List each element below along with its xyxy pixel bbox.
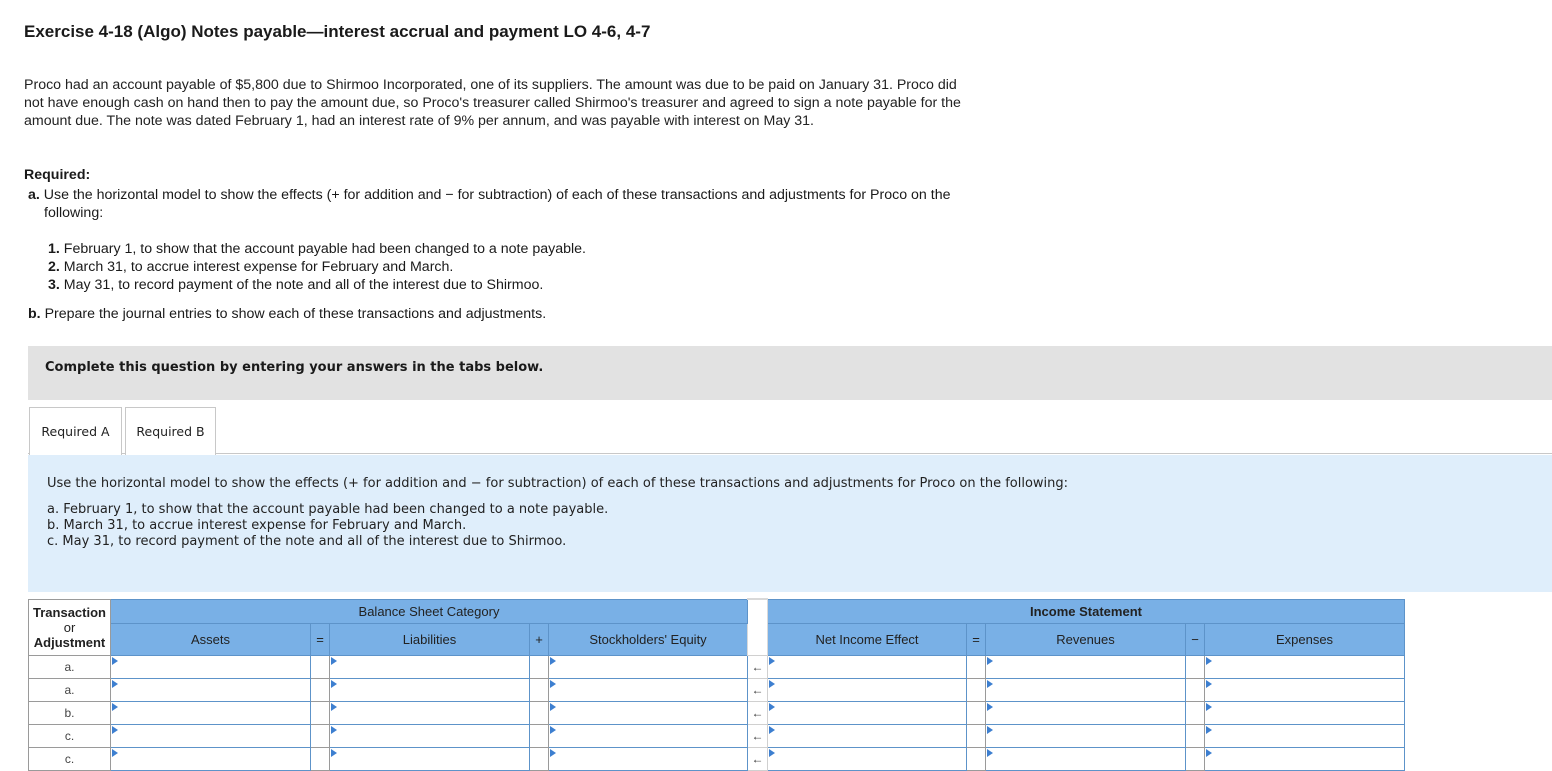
requirement-item-marker: 1.: [48, 241, 60, 257]
liabilities-input[interactable]: [330, 656, 529, 677]
revenues-input[interactable]: [986, 702, 1185, 723]
dropdown-triangle-icon: [1206, 703, 1212, 711]
operator-cell: [967, 678, 986, 701]
liabilities-input[interactable]: [330, 748, 529, 769]
instruction-text: Complete this question by entering your answers in the tabs below.: [45, 360, 544, 375]
operator-cell: [311, 724, 330, 747]
operator-cell: [311, 678, 330, 701]
left-arrow-icon: ←: [748, 678, 768, 701]
net-income-cell: [768, 655, 967, 678]
requirement-b-marker: b.: [28, 306, 41, 322]
requirement-item-marker: 2.: [48, 259, 60, 275]
instruction-bar: [28, 346, 1552, 400]
operator-cell: [530, 724, 549, 747]
operator-cell: [967, 724, 986, 747]
requirement-b: [28, 305, 546, 323]
equity-cell: [549, 678, 748, 701]
expenses-cell: [1205, 724, 1405, 747]
dropdown-triangle-icon: [331, 703, 337, 711]
balance-sheet-header: Balance Sheet Category: [111, 599, 748, 623]
dropdown-triangle-icon: [550, 749, 556, 757]
dropdown-triangle-icon: [769, 657, 775, 665]
revenues-input[interactable]: [986, 656, 1185, 677]
operator-cell: [1186, 724, 1205, 747]
requirement-a-marker: a.: [28, 187, 40, 203]
revenues-header: Revenues: [986, 623, 1186, 655]
left-arrow-icon: ←: [748, 747, 768, 770]
net-income-input[interactable]: [768, 725, 966, 746]
dropdown-triangle-icon: [987, 680, 993, 688]
equity-cell: [549, 655, 748, 678]
requirement-item: [48, 276, 586, 294]
tab-required-a[interactable]: Required A: [29, 407, 122, 456]
dropdown-triangle-icon: [769, 680, 775, 688]
revenues-input[interactable]: [986, 679, 1185, 700]
dropdown-triangle-icon: [331, 726, 337, 734]
assets-input[interactable]: [111, 725, 310, 746]
dropdown-triangle-icon: [987, 703, 993, 711]
assets-input[interactable]: [111, 679, 310, 700]
requirement-a: [28, 186, 968, 222]
row-label: a.: [29, 655, 111, 678]
revenues-cell: [986, 678, 1186, 701]
equity-input[interactable]: [549, 702, 747, 723]
net-income-input[interactable]: [768, 656, 966, 677]
operator-cell: [1186, 747, 1205, 770]
revenues-cell: [986, 655, 1186, 678]
dropdown-triangle-icon: [1206, 726, 1212, 734]
liabilities-input[interactable]: [330, 725, 529, 746]
requirement-b-text: Prepare the journal entries to show each of these transactions and adjustments.: [44, 306, 547, 322]
operator-cell: [1186, 678, 1205, 701]
dropdown-triangle-icon: [550, 657, 556, 665]
operator-cell: [967, 747, 986, 770]
operator-cell: [311, 701, 330, 724]
dropdown-triangle-icon: [769, 703, 775, 711]
expenses-input[interactable]: [1205, 656, 1404, 677]
tab-required-b[interactable]: Required B: [125, 407, 216, 455]
expenses-cell: [1205, 701, 1405, 724]
operator-cell: [530, 678, 549, 701]
requirement-item-text: March 31, to accrue interest expense for February and March.: [63, 259, 454, 275]
transaction-header-line2: or: [63, 619, 76, 635]
expenses-input[interactable]: [1205, 748, 1404, 769]
equity-cell: [549, 747, 748, 770]
dropdown-triangle-icon: [331, 680, 337, 688]
equity-header: Stockholders' Equity: [549, 623, 748, 655]
liabilities-input[interactable]: [330, 679, 529, 700]
dropdown-triangle-icon: [987, 749, 993, 757]
tab-bar: [28, 406, 1552, 454]
assets-cell: [111, 724, 311, 747]
dropdown-triangle-icon: [112, 749, 118, 757]
horizontal-model-body: [29, 655, 1405, 770]
plus-header: +: [530, 623, 549, 655]
transaction-header: [29, 599, 111, 655]
dropdown-triangle-icon: [769, 726, 775, 734]
expenses-input[interactable]: [1205, 679, 1404, 700]
problem-statement: Proco had an account payable of $5,800 due to Shirmoo Incorporated, one of its suppliers. The amount was due to be paid on January 31. Proco did not have enough cash on hand then to pay the amount due, so Proco's treasurer called Shirmoo's treasurer and agreed to sign a note payable for the amount due. The note was dated February 1, had an interest rate of 9% per annum, and was payable with interest on May 31.: [24, 77, 961, 129]
dropdown-triangle-icon: [550, 726, 556, 734]
dropdown-triangle-icon: [331, 657, 337, 665]
liabilities-cell: [330, 678, 530, 701]
required-label: Required:: [24, 167, 91, 183]
operator-cell: [311, 655, 330, 678]
net-income-cell: [768, 678, 967, 701]
header-spacer: [748, 599, 768, 655]
liabilities-header: Liabilities: [330, 623, 530, 655]
left-arrow-icon: ←: [748, 724, 768, 747]
dropdown-triangle-icon: [987, 726, 993, 734]
exercise-title: Exercise 4-18 (Algo) Notes payable—interest accrual and payment LO 4-6, 4-7: [24, 22, 651, 41]
row-label: b.: [29, 701, 111, 724]
minus-header: −: [1186, 623, 1205, 655]
horizontal-model-table: [28, 598, 1405, 771]
assets-cell: [111, 747, 311, 770]
operator-cell: [967, 701, 986, 724]
liabilities-input[interactable]: [330, 702, 529, 723]
assets-input[interactable]: [111, 748, 310, 769]
assets-input[interactable]: [111, 656, 310, 677]
table-row: [29, 655, 1405, 678]
assets-cell: [111, 655, 311, 678]
net-income-input[interactable]: [768, 679, 966, 700]
expenses-cell: [1205, 747, 1405, 770]
dropdown-triangle-icon: [331, 749, 337, 757]
row-label: c.: [29, 747, 111, 770]
row-label: a.: [29, 678, 111, 701]
equals-header: =: [311, 623, 330, 655]
transaction-header-line3: Adjustment: [33, 634, 106, 650]
assets-cell: [111, 701, 311, 724]
net-income-header: Net Income Effect: [768, 623, 967, 655]
liabilities-cell: [330, 724, 530, 747]
revenues-cell: [986, 747, 1186, 770]
left-arrow-icon: ←: [748, 655, 768, 678]
revenues-input[interactable]: [986, 748, 1185, 769]
assets-header: Assets: [111, 623, 311, 655]
expenses-cell: [1205, 678, 1405, 701]
operator-cell: [530, 747, 549, 770]
table-row: [29, 724, 1405, 747]
equals-header-2: =: [967, 623, 986, 655]
requirement-a-list: [48, 240, 586, 294]
requirement-item: [48, 258, 586, 276]
liabilities-cell: [330, 701, 530, 724]
left-arrow-icon: ←: [748, 701, 768, 724]
dropdown-triangle-icon: [1206, 680, 1212, 688]
equity-input[interactable]: [549, 748, 747, 769]
equity-cell: [549, 701, 748, 724]
panel-list-item: a. February 1, to show that the account payable had been changed to a note payable.: [47, 502, 609, 517]
dropdown-triangle-icon: [112, 680, 118, 688]
expenses-header: Expenses: [1205, 623, 1405, 655]
operator-cell: [967, 655, 986, 678]
row-label: c.: [29, 724, 111, 747]
expenses-input[interactable]: [1205, 725, 1404, 746]
panel-instruction: Use the horizontal model to show the effects (+ for addition and − for subtraction) of each of these transactions and adjustments for Proco on the following:: [47, 476, 1069, 491]
transaction-header-line1: Transaction: [33, 604, 106, 620]
requirement-item-marker: 3.: [48, 277, 60, 293]
liabilities-cell: [330, 747, 530, 770]
dropdown-triangle-icon: [112, 726, 118, 734]
operator-cell: [530, 655, 549, 678]
panel-list-item: b. March 31, to accrue interest expense for February and March.: [47, 518, 467, 533]
table-row: [29, 701, 1405, 724]
dropdown-triangle-icon: [987, 657, 993, 665]
dropdown-triangle-icon: [1206, 749, 1212, 757]
dropdown-triangle-icon: [769, 749, 775, 757]
panel-list: [47, 502, 608, 550]
assets-input[interactable]: [111, 702, 310, 723]
operator-cell: [311, 747, 330, 770]
table-row: [29, 747, 1405, 770]
expenses-cell: [1205, 655, 1405, 678]
dropdown-triangle-icon: [112, 657, 118, 665]
net-income-input[interactable]: [768, 702, 966, 723]
net-income-cell: [768, 701, 967, 724]
revenues-cell: [986, 724, 1186, 747]
net-income-input[interactable]: [768, 748, 966, 769]
income-statement-header: Income Statement: [768, 599, 1405, 623]
dropdown-triangle-icon: [112, 703, 118, 711]
dropdown-triangle-icon: [1206, 657, 1212, 665]
equity-input[interactable]: [549, 725, 747, 746]
dropdown-triangle-icon: [550, 703, 556, 711]
requirement-item: [48, 240, 586, 258]
table-row: [29, 678, 1405, 701]
equity-input[interactable]: [549, 656, 747, 677]
requirement-a-text: Use the horizontal model to show the effects (+ for addition and − for subtraction) of each of these transactions and adjustments for Proco on the following:: [43, 187, 951, 221]
expenses-input[interactable]: [1205, 702, 1404, 723]
net-income-cell: [768, 724, 967, 747]
question-panel: [28, 455, 1552, 592]
equity-cell: [549, 724, 748, 747]
revenues-input[interactable]: [986, 725, 1185, 746]
operator-cell: [530, 701, 549, 724]
dropdown-triangle-icon: [550, 680, 556, 688]
equity-input[interactable]: [549, 679, 747, 700]
operator-cell: [1186, 655, 1205, 678]
revenues-cell: [986, 701, 1186, 724]
panel-list-item: c. May 31, to record payment of the note and all of the interest due to Shirmoo.: [47, 534, 567, 549]
requirement-item-text: May 31, to record payment of the note and all of the interest due to Shirmoo.: [63, 277, 544, 293]
net-income-cell: [768, 747, 967, 770]
operator-cell: [1186, 701, 1205, 724]
liabilities-cell: [330, 655, 530, 678]
requirement-item-text: February 1, to show that the account payable had been changed to a note payable.: [63, 241, 586, 257]
assets-cell: [111, 678, 311, 701]
